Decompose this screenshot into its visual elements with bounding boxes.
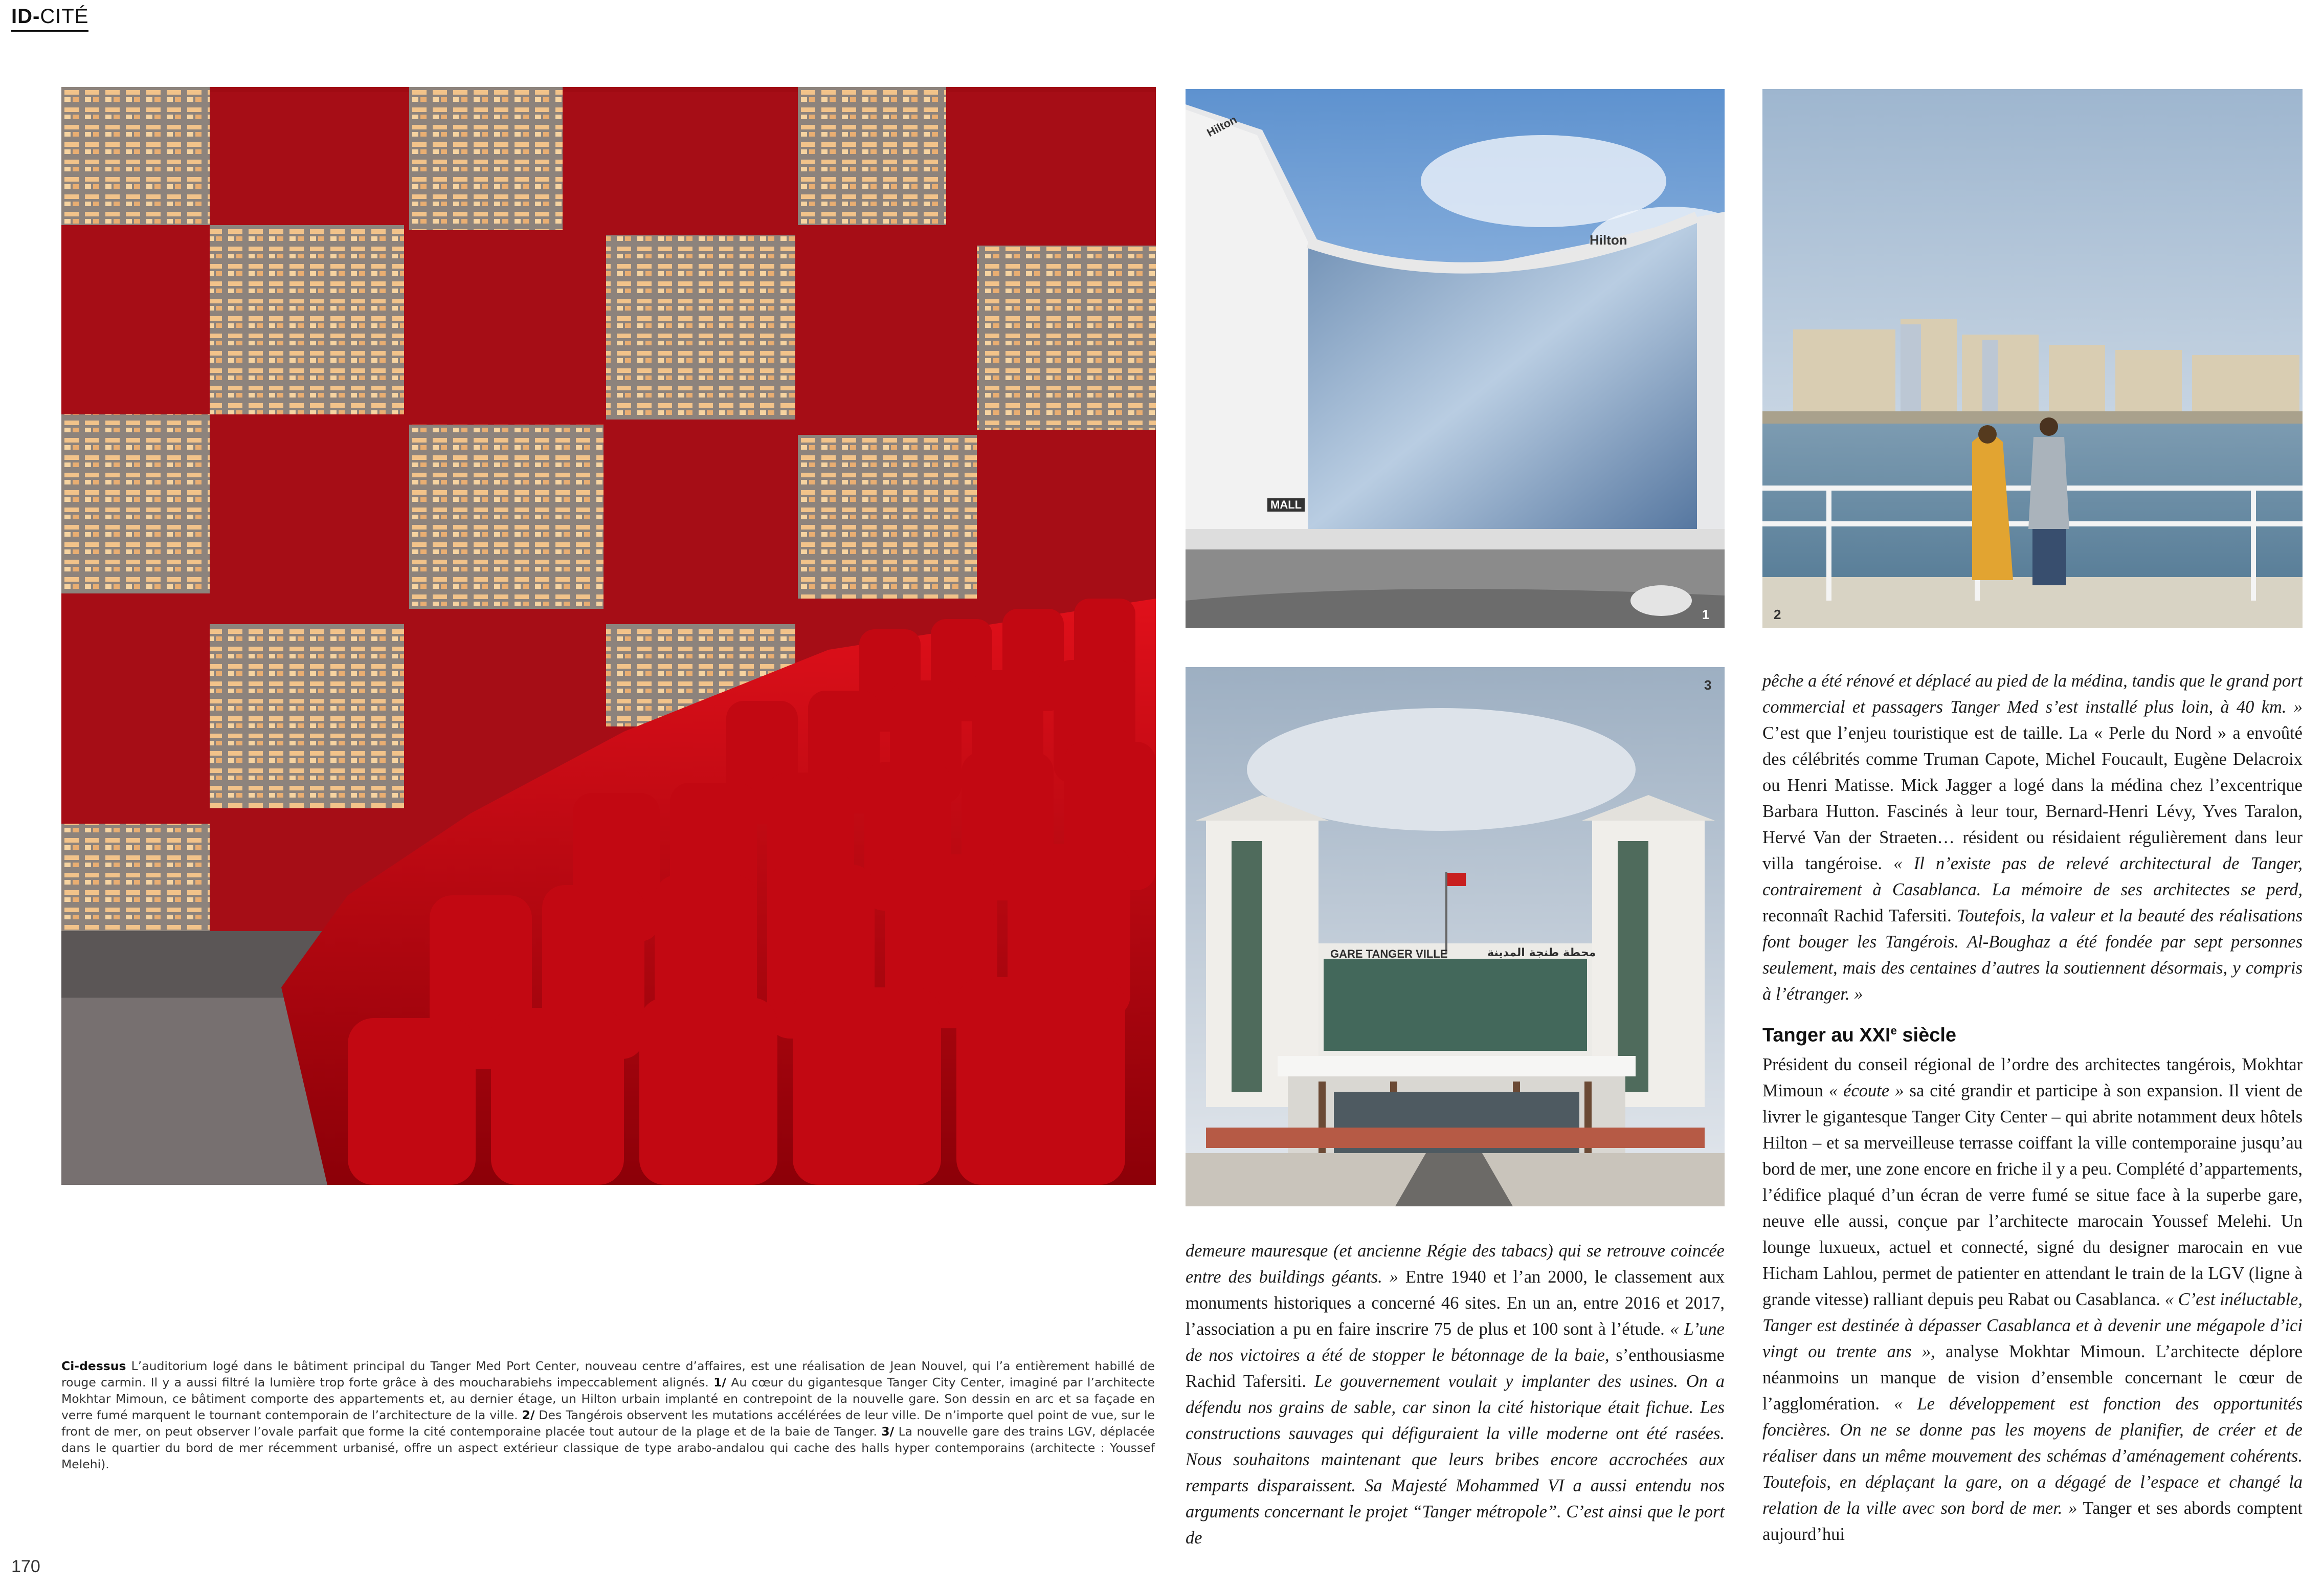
caption-number: 3/ — [881, 1424, 895, 1439]
body-text: C’est que l’enjeu touristique est de taille. La « Perle du Nord » a envoûté des célébrités comme Truman Capote, Michel Foucault, Eugène Delacroix ou Henri Matisse. Mick Jagger a logé dans la médina chez l’excentrique Barbara Hutton. Fascinés à leur tour, Bernard-Henri Lévy, Yves Taralon, Hervé Van der Straeten… résident ou résidaient régulièrement dans leur villa tangéroise. — [1762, 723, 2303, 873]
quote-text: « C’est inéluctable, Tanger est destinée à dépasser Casablanca et à devenir une mégapole d’ici vingt ou trente ans », — [1762, 1289, 2303, 1361]
subheading-sup: e — [1890, 1024, 1897, 1037]
hilton-photo — [1186, 89, 1725, 628]
caption-lead: Ci-dessus — [61, 1359, 126, 1373]
caption-text: Des Tangérois observent les mutations accélérées de leur ville. De n’importe quel point de vue, sur le front de mer, on peut observer l’ovale parfait que forme la cité contemporaine placée tout autour de la plage et de la baie de Tanger. — [61, 1408, 1155, 1439]
photo-number: 3 — [1704, 677, 1712, 693]
body-text: Tanger et ses abords comptent aujourd’hui — [1762, 1498, 2303, 1544]
paragraph — [1186, 1238, 1725, 1551]
paragraph — [1762, 668, 2303, 1007]
hilton-sign-mid: Hilton — [1590, 232, 1627, 248]
mall-sign: MALL — [1267, 498, 1305, 512]
body-column-right — [1762, 668, 2303, 1548]
body-text: s’enthousiasme Rachid Tafersiti. — [1186, 1346, 1725, 1391]
caption-number: 1/ — [713, 1375, 727, 1390]
quote-text: « écoute » — [1828, 1080, 1904, 1100]
photo-number: 1 — [1702, 607, 1710, 622]
quote-text: « L’une de nos victoires a été de stopper le bétonnage de la baie, — [1186, 1319, 1725, 1365]
caption-text: Au cœur du gigantesque Tanger City Center, imaginé par l’architecte Mokhtar Mimoun, ce bâtiment comporte des appartements et, au dernier étage, un Hilton urbain implanté en contrepoint de la nouvelle gare. Son dessin en arc et sa façade en verre fumé marquent le tournant contemporain de l’architecture de la ville. — [61, 1375, 1155, 1422]
caption-number: 2/ — [522, 1408, 535, 1422]
caption-text: L’auditorium logé dans le bâtiment principal du Tanger Med Port Center, nouveau centre d’affaires, est une réalisation de Jean Nouvel, qui l’a entièrement habillé de rouge carmin. Il y a aussi filtré la lumière trop forte grâce à des moucharabiehs impeccablement alignés. — [61, 1359, 1155, 1390]
body-text: reconnaît Rachid Tafersiti. — [1762, 906, 1957, 925]
station-sign: GARE TANGER VILLE — [1330, 947, 1448, 960]
quote-text: « Le développement est fonction des opportunités foncières. On ne se donne pas les moyens de planifier, de créer et de réaliser dans un même mouvement des schémas d’aménagement cohérents. Toutefois, en déplaçant la gare, on a dégagé de l’espace et changé la relation de la ville avec son bord de mer. » — [1762, 1394, 2303, 1518]
page-number: 170 — [11, 1557, 40, 1576]
quote-text: demeure mauresque (et ancienne Régie des tabacs) qui se retrouve coincée entre des buildings géants. » — [1186, 1241, 1725, 1287]
rubric-word: CITÉ — [40, 5, 89, 28]
hilton-sign-top: Hilton — [1204, 113, 1239, 140]
section-subheading — [1762, 1018, 2303, 1049]
auditorium-photo — [61, 87, 1156, 1185]
paragraph — [1762, 1052, 2303, 1548]
quote-text: Toutefois, la valeur et la beauté des réalisations font bouger les Tangérois. Al-Boughaz a été fondée par sept personnes seulement, mais des centaines d’autres la soutiennent désormais, y compris à l’étranger. » — [1762, 906, 2303, 1004]
photo-caption — [61, 1358, 1155, 1472]
photo-number: 2 — [1774, 607, 1781, 622]
subheading-text: siècle — [1896, 1024, 1957, 1046]
section-rubric — [11, 5, 88, 32]
quote-text: pêche a été rénové et déplacé au pied de la médina, tandis que le grand port commercial et passagers Tanger Med s’est installé plus loin, à 40 km. » — [1762, 671, 2303, 717]
quote-text: « Il n’existe pas de relevé architectural de Tanger, contrairement à Casablanca. La mémoire de ses architectes se perd, — [1762, 854, 2303, 899]
body-text: Entre 1940 et l’an 2000, le classement aux monuments historiques a concerné 46 sites. En un an, entre 2016 et 2017, l’association a pu en faire inscrire 75 de plus et 100 sont à l’étude. — [1186, 1267, 1725, 1339]
seafront-photo — [1762, 89, 2303, 628]
rubric-prefix: ID- — [11, 5, 40, 28]
subheading-text: Tanger au XXI — [1762, 1024, 1891, 1046]
body-text: Président du conseil régional de l’ordre des architectes tangérois, Mokhtar Mimoun — [1762, 1054, 2303, 1100]
caption-text: La nouvelle gare des trains LGV, déplacée dans le quartier du bord de mer récemment urbanisé, offre un aspect extérieur classique de type arabo-andalou qui cache des halls hyper contemporains (architecte : Youssef Melehi). — [61, 1424, 1155, 1471]
body-column-middle — [1186, 1238, 1725, 1551]
station-photo — [1186, 667, 1725, 1206]
body-text: analyse Mokhtar Mimoun. L’architecte déplore néanmoins un manque de vision d’ensemble concernant le cœur de l’agglomération. — [1762, 1341, 2303, 1414]
quote-text: Le gouvernement voulait y implanter des usines. On a défendu nos grains de sable, car sinon la cité historique était fichue. Les constructions sauvages qui défiguraient la ville moderne ont été rasées. Nous souhaitons maintenant que leurs bribes encore accrochées aux remparts disparaissent. Sa Majesté Mohammed VI a aussi entendu nos arguments concernant le projet “Tanger métropole”. C’est ainsi que le port de — [1186, 1372, 1725, 1548]
body-text: sa cité grandir et participe à son expansion. Il vient de livrer le gigantesque Tanger City Center – qui abrite notamment deux hôtels Hilton – et sa merveilleuse terrasse coiffant la ville contemporaine jusqu’au bord de mer, une zone encore en friche il y a peu. Complété d’appartements, l’édifice plaqué d’un écran de verre fumé se situe face à la superbe gare, neuve elle aussi, conçue par l’architecte marocain Youssef Melehi. Un lounge luxueux, actuel et connecté, signé du designer marocain en vue Hicham Lahlou, permet de patienter en attendant le train de la LGV (ligne à grande vitesse) ralliant depuis peu Rabat ou Casablanca. — [1762, 1080, 2303, 1309]
station-sign-arabic: محطة طنجة المدينة — [1487, 946, 1596, 959]
